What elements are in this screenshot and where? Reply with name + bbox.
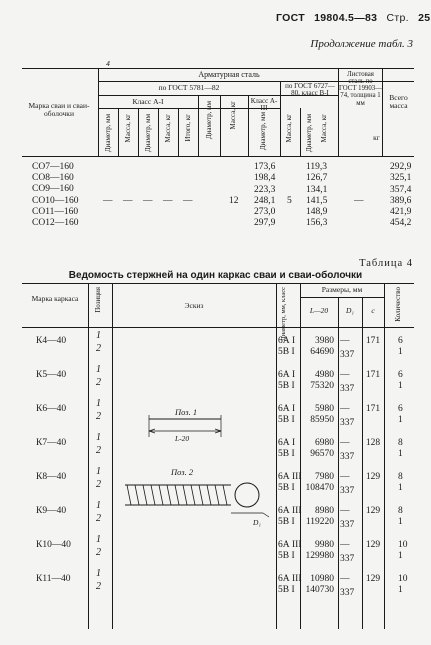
row-mark: К8—40 [36, 472, 67, 482]
row-c: 128 [365, 438, 381, 448]
row-diam-1: 6А I [278, 336, 296, 346]
t3-a3-mass: 173,6 198,4 223,3 248,1 273,0 297,9 [254, 162, 276, 229]
row-mark: К4—40 [36, 336, 67, 346]
t4-col-length: L—20 [309, 306, 329, 315]
row-d1-dash: — [340, 404, 350, 414]
sketch-pos1-label: Поз. 1 [175, 407, 198, 417]
row-qty-1: 8 [398, 506, 403, 516]
row-mark: К11—40 [36, 574, 71, 584]
rebar-sketch [113, 405, 275, 530]
row-qty-2: 1 [398, 415, 403, 425]
t3-b1-mass: 119,3 126,7 134,1 141,5 148,9 156,3 [306, 162, 328, 229]
t3-row-mark: СО10—160 [32, 196, 79, 206]
header-page-number: 25 [418, 12, 431, 24]
row-pos-1: 1 [96, 534, 101, 545]
row-diam-1: 6А III [278, 472, 302, 482]
t3-row-mark: СО11—160 [32, 207, 79, 217]
row-diam-1: 6А I [278, 404, 296, 414]
row-length-2: 140730 [305, 585, 334, 595]
t3-b1-diameter: 5 [287, 196, 292, 206]
row-diam-2: 5В I [278, 449, 295, 459]
t3-gost5781: по ГОСТ 5781—82 [158, 83, 220, 92]
row-pos-2: 2 [96, 377, 101, 388]
sketch-pos2-label: Поз. 2 [171, 467, 194, 477]
row-qty-1: 10 [398, 574, 408, 584]
row-qty-2: 1 [398, 551, 403, 561]
row-diam-2: 5В I [278, 551, 295, 561]
row-pos-2: 2 [96, 479, 101, 490]
row-d1: 337 [340, 452, 355, 462]
row-pos-1: 1 [96, 500, 101, 511]
t3-a3-diameter: 12 [229, 196, 239, 206]
row-length-1: 7980 [315, 472, 334, 482]
row-pos-2: 2 [96, 547, 101, 558]
row-diam-2: 5В I [278, 347, 295, 357]
row-diam-2: 5В I [278, 517, 295, 527]
row-d1: 337 [340, 350, 355, 360]
table-row [0, 568, 431, 602]
t3-row-mark: СО12—160 [32, 218, 79, 228]
row-mark: К7—40 [36, 438, 67, 448]
row-d1: 337 [340, 520, 355, 530]
row-pos-1: 1 [96, 466, 101, 477]
sketch-spiral-pos2 [125, 483, 269, 517]
t3-v-mass-1: Масса, кг [124, 114, 132, 143]
t3-dash: — [163, 196, 173, 206]
t4-col-position: Позиция [94, 287, 102, 313]
row-pos-1: 1 [96, 398, 101, 409]
t3-v-diam-5: Диаметр, мм [305, 114, 313, 153]
t3-v-mass-3: Масса, кг [229, 101, 237, 130]
header-page-label: Стр. [386, 12, 409, 24]
row-length-2: 129980 [305, 551, 334, 561]
row-qty-1: 6 [398, 370, 403, 380]
row-d1-dash: — [340, 540, 350, 550]
row-pos-2: 2 [96, 581, 101, 592]
row-qty-2: 1 [398, 381, 403, 391]
row-qty-1: 10 [398, 540, 408, 550]
row-c: 129 [365, 506, 381, 516]
row-mark: К6—40 [36, 404, 67, 414]
t3-v-mass-5: Масса, кг [320, 114, 328, 143]
row-length-2: 75320 [310, 381, 334, 391]
row-qty-1: 6 [398, 404, 403, 414]
row-length-1: 6980 [315, 438, 334, 448]
row-diam-2: 5В I [278, 415, 295, 425]
t3-sheet-dash: — [354, 196, 364, 206]
sketch-length-label: L-20 [175, 434, 190, 443]
row-c: 171 [365, 404, 381, 414]
row-pos-1: 1 [96, 330, 101, 341]
t3-dash: — [143, 196, 153, 206]
row-qty-2: 1 [398, 449, 403, 459]
row-d1: 337 [340, 554, 355, 564]
row-pos-2: 2 [96, 343, 101, 354]
row-diam-1: 6А I [278, 438, 296, 448]
row-d1-dash: — [340, 506, 350, 516]
t3-class-a3: Класс А-III [250, 97, 278, 113]
row-pos-1: 1 [96, 432, 101, 443]
row-pos-2: 2 [96, 513, 101, 524]
row-c: 129 [365, 472, 381, 482]
t4-col-sketch: Эскиз [184, 301, 204, 310]
row-diam-2: 5В I [278, 483, 295, 493]
row-diam-1: 6А III [278, 506, 302, 516]
row-qty-2: 1 [398, 483, 403, 493]
row-qty-2: 1 [398, 347, 403, 357]
row-d1-dash: — [340, 336, 350, 346]
row-diam-2: 5В I [278, 585, 295, 595]
page-header [276, 12, 431, 24]
t4-col-c: с [371, 306, 375, 315]
table-row [0, 364, 431, 398]
row-length-1: 8980 [315, 506, 334, 516]
row-length-2: 96570 [310, 449, 334, 459]
t3-gost6727: по ГОСТ 6727—80, класс В-I [285, 82, 335, 98]
t4-col-quantity: Количество [394, 287, 402, 322]
row-diam-2: 5В I [278, 381, 295, 391]
t3-row-mark: СО9—160 [32, 184, 74, 194]
t3-total-mass-values: 292,9 325,1 357,4 389,6 421,9 454,2 [390, 162, 412, 229]
t3-dash: — [103, 196, 113, 206]
t3-sheet-steel: Листовая сталь по ГОСТ 19903—74, толщина 1 мм [339, 71, 382, 107]
row-mark: К10—40 [36, 540, 71, 550]
row-qty-1: 6 [398, 336, 403, 346]
row-length-2: 108470 [305, 483, 334, 493]
row-d1-dash: — [340, 370, 350, 380]
col-number-4: 4 [106, 59, 110, 68]
header-doc-number: 19804.5—83 [314, 12, 378, 24]
t3-class-a1: Класс А-I [132, 97, 164, 106]
header-gost: ГОСТ [276, 12, 305, 24]
row-diam-1: 6А III [278, 574, 302, 584]
t3-total-mass: Всего масса [389, 93, 408, 110]
row-c: 171 [365, 370, 381, 380]
row-length-1: 9980 [315, 540, 334, 550]
t3-v-diam-2: Диаметр, мм [144, 114, 152, 153]
row-pos-1: 1 [96, 364, 101, 375]
row-pos-2: 2 [96, 411, 101, 422]
row-d1: 337 [340, 384, 355, 394]
t3-row-mark: СО7—160 [32, 162, 74, 172]
row-length-2: 119220 [305, 517, 334, 527]
t3-v-diam-4: Диаметр, мм [259, 112, 267, 151]
t3-unit-kg: кг [373, 133, 380, 142]
t3-v-mass-4: Масса, кг [285, 114, 293, 143]
row-pos-2: 2 [96, 445, 101, 456]
row-c: 171 [365, 336, 381, 346]
row-qty-2: 1 [398, 517, 403, 527]
t3-v-diam-3: Диаметр, мм [205, 101, 213, 140]
row-mark: К9—40 [36, 506, 67, 516]
row-d1: 337 [340, 418, 355, 428]
t3-col-pile-mark: Марка сваи и сваи-оболочки [28, 101, 90, 118]
row-diam-1: 6А III [278, 540, 302, 550]
row-qty-2: 1 [398, 585, 403, 595]
row-pos-1: 1 [96, 568, 101, 579]
t3-dash: — [123, 196, 133, 206]
row-d1: 337 [340, 486, 355, 496]
row-d1: 337 [340, 588, 355, 598]
row-d1-dash: — [340, 472, 350, 482]
t3-row-mark: СО8—160 [32, 173, 74, 183]
t3-v-diam-1: Диаметр, мм [104, 114, 112, 153]
continuation-label: Продолжение табл. 3 [310, 38, 413, 50]
table-4-label: Таблица 4 [359, 258, 413, 269]
t4-col-d1: D₁ [345, 306, 355, 315]
t4-col-mark: Марка каркаса [31, 294, 79, 303]
row-length-1: 5980 [315, 404, 334, 414]
table-row [0, 330, 431, 364]
t4-col-diameter: Диаметр, мм, класс [280, 287, 287, 341]
row-d1-dash: — [340, 438, 350, 448]
row-c: 129 [365, 540, 381, 550]
row-length-2: 64690 [310, 347, 334, 357]
t3-armature-header: Арматурная сталь [198, 70, 260, 79]
row-qty-1: 8 [398, 438, 403, 448]
row-c: 129 [365, 574, 381, 584]
t4-col-sizes: Размеры, мм [321, 285, 363, 294]
t3-dash: — [183, 196, 193, 206]
row-d1-dash: — [340, 574, 350, 584]
row-length-2: 85950 [310, 415, 334, 425]
table-4-title: Ведомость стержней на один каркас сваи и сваи-оболочки [68, 270, 363, 281]
row-length-1: 3980 [315, 336, 334, 346]
row-mark: К5—40 [36, 370, 67, 380]
row-length-1: 4980 [315, 370, 334, 380]
row-qty-1: 8 [398, 472, 403, 482]
t3-v-mass-2: Масса, кг [164, 114, 172, 143]
sketch-d1-label: D₁ [253, 518, 262, 527]
t3-v-total: Итого, кг [184, 114, 192, 142]
row-length-1: 10980 [310, 574, 334, 584]
table-row [0, 534, 431, 568]
row-diam-1: 6А I [278, 370, 296, 380]
